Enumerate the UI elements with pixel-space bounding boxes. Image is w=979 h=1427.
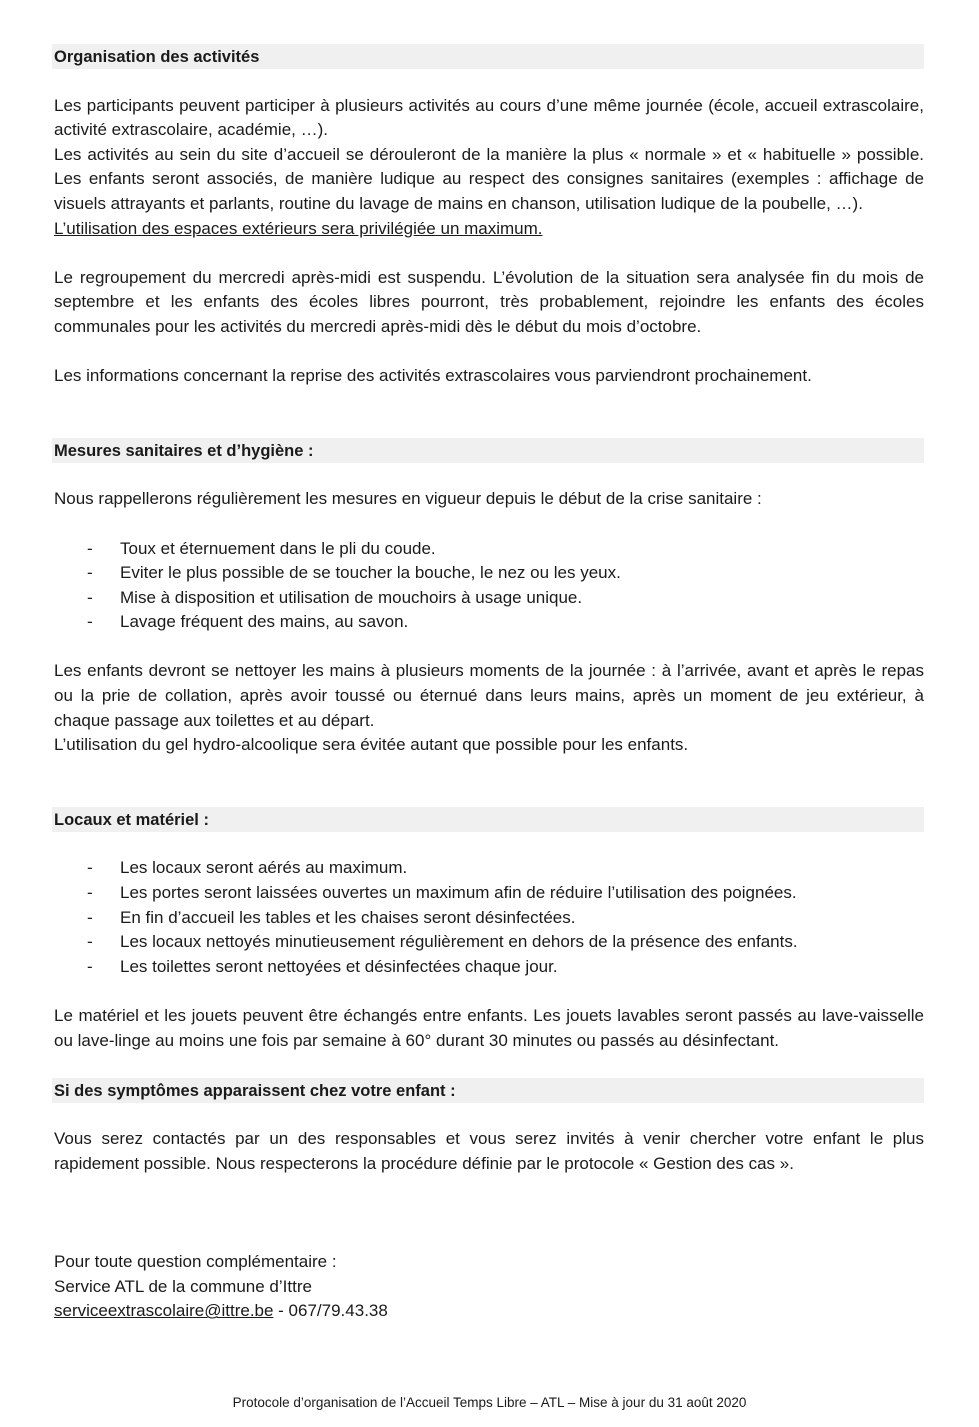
dash-bullet: - xyxy=(87,587,93,607)
list-item: - Les locaux nettoyés minutieusement régulièrement en dehors de la présence des enfants. xyxy=(54,930,924,955)
list-item: - Toux et éternuement dans le pli du coude. xyxy=(54,537,924,562)
paragraph: Le regroupement du mercredi après-midi est suspendu. L’évolution de la situation sera analysée fin du mois de septembre et les enfants des écoles libres pourront, très probablement, rejoindre les enfants des écoles communales pour les activités du mercredi après-midi dès le début du mois d’octobre. xyxy=(54,267,924,336)
page-footer: Protocole d’organisation de l’Accueil Temps Libre – ATL – Mise à jour du 31 août 2020 xyxy=(232,1395,747,1410)
dash-bullet: - xyxy=(87,612,93,632)
paragraph: L’utilisation du gel hydro-alcoolique sera évitée autant que possible pour les enfants. xyxy=(54,735,689,755)
dash-bullet: - xyxy=(87,883,93,903)
contact-line xyxy=(54,1299,924,1324)
contact-block xyxy=(54,1250,924,1324)
contact-line: Service ATL de la commune d’Ittre xyxy=(54,1276,312,1296)
paragraph: Les participants peuvent participer à plusieurs activités au cours d’une même journée (école, accueil extrascolaire, activité extrascolaire, académie, …). xyxy=(54,95,924,140)
list-item: - Mise à disposition et utilisation de mouchoirs à usage unique. xyxy=(54,586,924,611)
dash-bullet: - xyxy=(87,538,93,558)
paragraph: Les activités au sein du site d’accueil se dérouleront de la manière la plus « normale » et « habituelle » possible. Les enfants seront associés, de manière ludique au respect des consignes sanitaires (exemples : affichage de visuels attrayants et parlants, routine du lavage de mains en chanson, utilisation ludique de la poubelle, …). xyxy=(54,144,924,213)
dash-bullet: - xyxy=(87,907,93,927)
paragraph: Les enfants devront se nettoyer les mains à plusieurs moments de la journée : à l’arrivée, avant et après le repas ou la prie de collation, après avoir toussé ou éternué dans leurs mains, après un moment de jeu extérieur, à chaque passage aux toilettes et au départ. xyxy=(54,661,924,730)
list-item: - Les locaux seront aérés au maximum. xyxy=(54,856,924,881)
section-heading-organisation: Organisation des activités xyxy=(52,44,924,69)
dash-bullet: - xyxy=(87,956,93,976)
list-item: - En fin d’accueil les tables et les chaises seront désinfectées. xyxy=(54,906,924,931)
hygiene-measures-list xyxy=(54,537,924,635)
dash-bullet: - xyxy=(87,858,93,878)
underlined-paragraph: L’utilisation des espaces extérieurs sera privilégiée un maximum. xyxy=(54,218,543,238)
contact-line: Pour toute question complémentaire : xyxy=(54,1252,337,1272)
list-item: - Les toilettes seront nettoyées et désinfectées chaque jour. xyxy=(54,955,924,980)
email-link[interactable]: serviceextrascolaire@ittre.be xyxy=(54,1301,274,1321)
paragraph: Nous rappellerons régulièrement les mesures en vigueur depuis le début de la crise sanitaire : xyxy=(54,489,762,509)
paragraph: Vous serez contactés par un des responsables et vous serez invités à venir chercher votre enfant le plus rapidement possible. Nous respecterons la procédure définie par le protocole « Gestion des cas ». xyxy=(54,1129,924,1173)
section-heading-mesures-sanitaires: Mesures sanitaires et d’hygiène : xyxy=(52,438,924,463)
document-body xyxy=(54,44,924,1324)
paragraph: Les informations concernant la reprise des activités extrascolaires vous parviendront prochainement. xyxy=(54,366,812,386)
dash-bullet: - xyxy=(87,932,93,952)
section-heading-symptomes: Si des symptômes apparaissent chez votre enfant : xyxy=(52,1078,924,1103)
premises-measures-list xyxy=(54,856,924,979)
list-item: - Les portes seront laissées ouvertes un maximum afin de réduire l’utilisation des poignées. xyxy=(54,881,924,906)
dash-bullet: - xyxy=(87,563,93,583)
list-item: - Eviter le plus possible de se toucher la bouche, le nez ou les yeux. xyxy=(54,561,924,586)
paragraph: Le matériel et les jouets peuvent être échangés entre enfants. Les jouets lavables seront passés au lave-vaisselle ou lave-linge au moins une fois par semaine à 60° durant 30 minutes ou passés au désinfectant. xyxy=(54,1006,924,1050)
section-heading-locaux: Locaux et matériel : xyxy=(52,807,924,832)
list-item: - Lavage fréquent des mains, au savon. xyxy=(54,610,924,635)
phone-number: - 067/79.43.38 xyxy=(273,1301,388,1321)
